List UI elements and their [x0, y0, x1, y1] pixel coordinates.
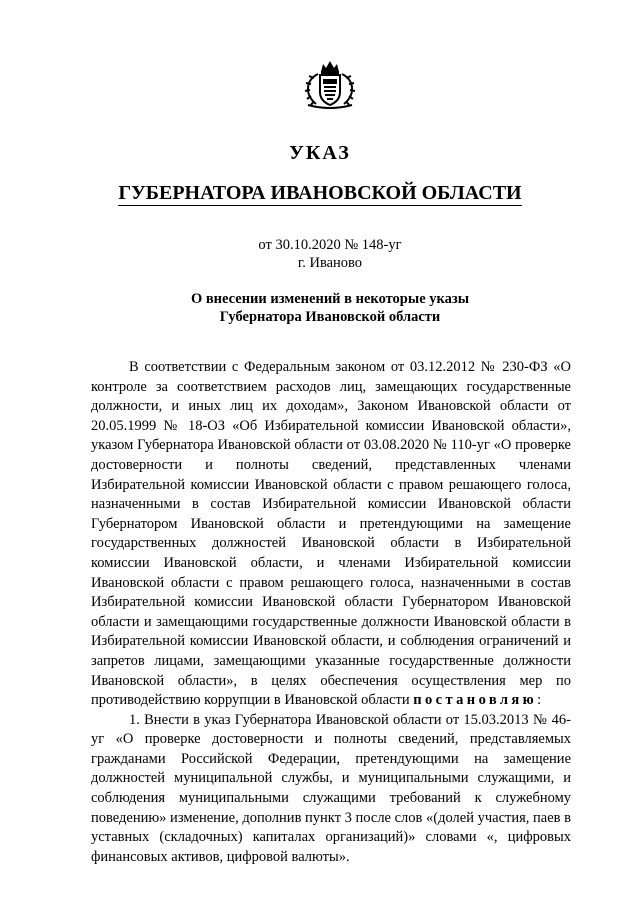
issuer-heading-text: ГУБЕРНАТОРА ИВАНОВСКОЙ ОБЛАСТИ — [118, 182, 522, 204]
preamble-paragraph — [91, 358, 571, 711]
document-subject-line-2: Губернатора Ивановской области — [219, 309, 441, 325]
preamble-text: В соответствии с Федеральным законом от 03.12.2012 № 230-ФЗ «О контроле за соответствием расходов лиц, замещающих государственные должности, и иных лиц их доходам», Законом Ивановской области от 20.05.1999 № 18-ОЗ «Об Избирательной комиссии Ивановской области», указом Губернатора Ивановской области от 03.08.2020 № 110-уг «О проверке достоверности и полноты сведений, представленных членами Избирательной комиссии Ивановской области с правом решающего голоса, назначенными в состав Избирательной комиссии Ивановской области Губернатором Ивановской области и претендующими на замещение государственных должностей Ивановской области в Избирательной комиссии Ивановской области, и членами Избирательной комиссии Ивановской области с правом решающего голоса, назначенными в состав Избирательной комиссии Ивановской области Губернатором Ивановской области и замещающими государственные должности Ивановской области в Избирательной комиссии Ивановской области, и соблюдения ограничений и запретов лицами, замещающими указанные государственные должности Ивановской области», в целях обеспечения осуществления мер по противодействию коррупции в Ивановской области — [91, 359, 571, 709]
document-date-number: от 30.10.2020 № 148-уг — [258, 237, 402, 253]
coat-of-arms-icon — [294, 58, 366, 110]
decree-colon: : — [537, 692, 542, 709]
decree-word: постановляю — [413, 692, 538, 709]
item-1-paragraph: 1. Внести в указ Губернатора Ивановской области от 15.03.2013 № 46-уг «О проверке достоверности и полноты сведений, представляемых гражданами Российской Федерации, претендующими на замещение должностей муниципальной службы, и муниципальными служащими, и соблюдения муниципальными служащими требований к служебному поведению» изменение, дополнив пункт 3 после слов «(долей участия, паев в уставных (складочных) капиталах организаций)» словами «, цифровых финансовых активов, цифровой валюты». — [91, 711, 571, 865]
document-subject-line-1: О внесении изменений в некоторые указы — [190, 291, 470, 307]
document-city: г. Иваново — [297, 255, 363, 271]
document-type-heading: УКАЗ — [289, 142, 351, 164]
document-body — [91, 358, 571, 867]
issuer-heading — [90, 181, 550, 205]
